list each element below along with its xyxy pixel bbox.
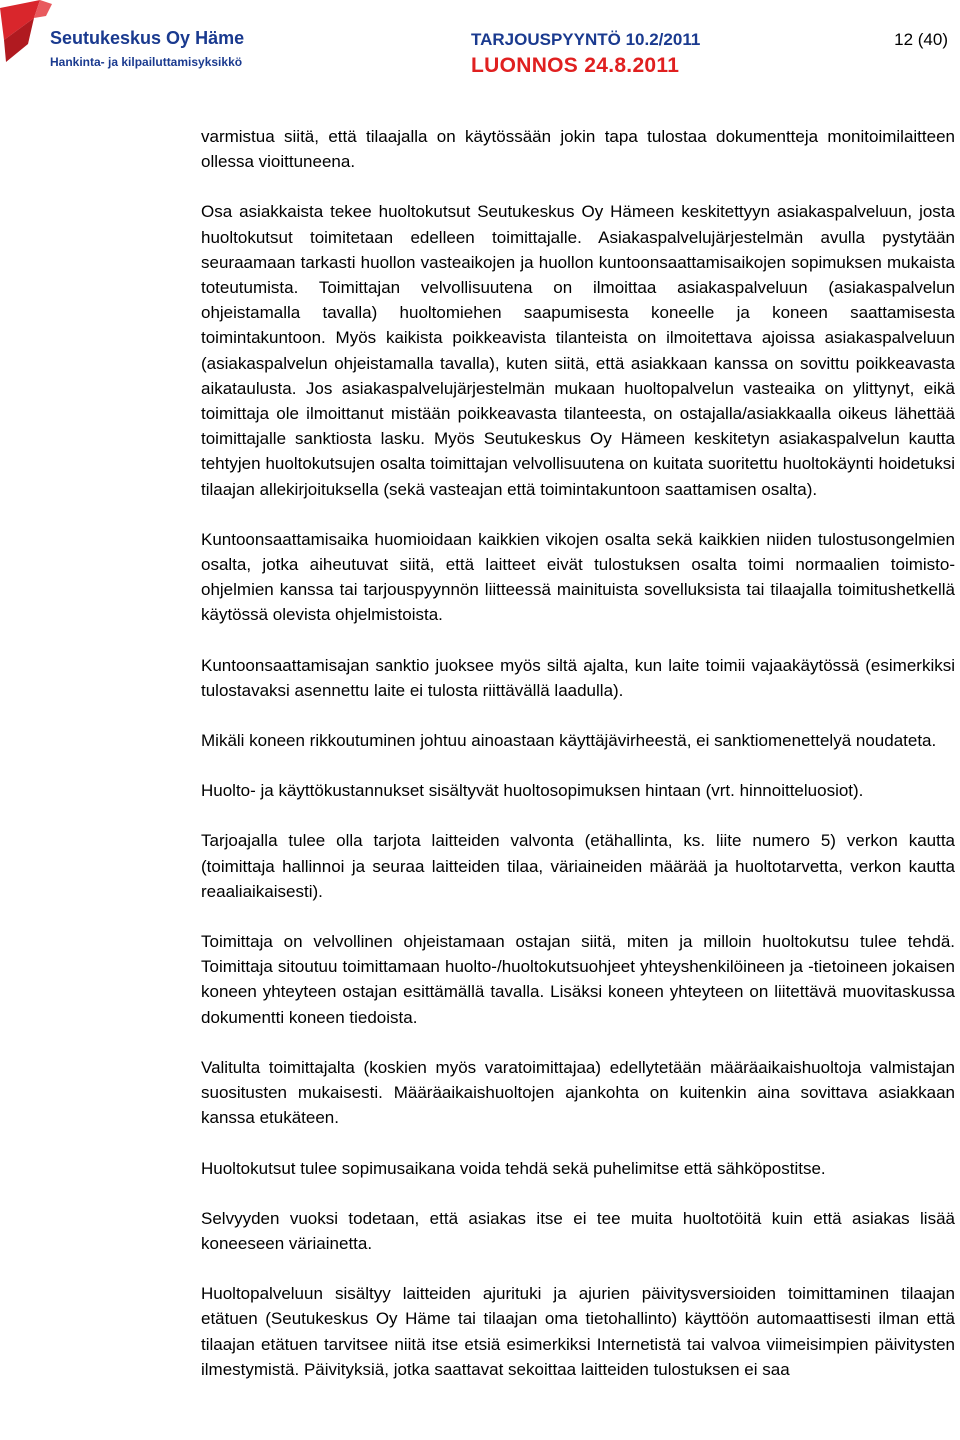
paragraph: Tarjoajalla tulee olla tarjota laitteiden valvonta (etähallinta, ks. liite numero 5) verkon kautta (toimittaja hallinnoi ja seuraa laitteiden tilaa, väriaineiden määrää ja huoltotarvetta, verkon kautta reaaliaikaisesti). [201, 831, 955, 901]
page-header [0, 0, 960, 80]
paragraph: Toimittaja on velvollinen ohjeistamaan ostajan siitä, miten ja milloin huoltokutsu tulee tehdä. Toimittaja sitoutuu toimittamaan huolto-/huoltokutsuohjeet yhteyshenkilöineen ja -tietoineen jokaisen koneen yhteyteen ostajan esittämällä tavalla. Lisäksi koneen yhteyteen on liitettävä muovitaskussa dokumentti koneen tiedoista. [201, 932, 955, 1027]
paragraph: Osa asiakkaista tekee huoltokutsut Seutukeskus Oy Hämeen keskitettyyn asiakaspalveluun, josta huoltokutsut toimitetaan edelleen toimittajalle. Asiakaspalvelujärjestelmän avulla pystytään seuraamaan tarkasti huollon vasteaikojen ja huollon kuntoonsaattamisaikojen sopimuksen mukaista toteutumista. Toimittajan velvollisuutena on ilmoittaa asiakaspalveluun (asiakaspalvelun ohjeistamalla tavalla) huoltomiehen saapumisesta koneelle ja koneen saattamisesta toimintakuntoon. Myös kaikista poikkeavista tilanteista on ilmoitettava ajoissa asiakaspalveluun (asiakaspalvelun ohjeistamalla tavalla), kuten siitä, että asiakkaan kanssa on sovittu poikkeavasta aikataulusta. Jos asiakaspalvelujärjestelmän mukaan huoltopalvelun vasteaika on ylittynyt, eikä toimittaja ole ilmoittanut mistään poikkeavasta tilanteesta, on ostajalla/asiakkaalla oikeus lähettää toimittajalle sanktiosta lasku. Myös Seutukeskus Oy Hämeen keskitetyn asiakaspalvelun kautta tehtyjen huoltokutsujen osalta toimittajan velvollisuutena on kuitata suoritettu huoltokäynti hoidetuksi tilaajan allekirjoituksella (sekä vasteajan että toimintakuntoon saattamisen osalta). [201, 202, 955, 499]
page-number: 12 (40) [894, 30, 948, 49]
organization-unit: Hankinta- ja kilpailuttamisyksikkö [50, 55, 243, 69]
paragraph: Huolto- ja käyttökustannukset sisältyvät huoltosopimuksen hintaan (vrt. hinnoitteluosiot). [201, 781, 864, 801]
document-title: TARJOUSPYYNTÖ 10.2/2011 [471, 30, 701, 49]
paragraph: Selvyyden vuoksi todetaan, että asiakas itse ei tee muita huoltotöitä kuin että asiakas lisää koneeseen väriainetta. [201, 1208, 955, 1253]
paragraph: varmistua siitä, että tilaajalla on käytössään jokin tapa tulostaa dokumentteja monitoimilaitteen ollessa vioittuneena. [201, 127, 955, 172]
paragraph: Mikäli koneen rikkoutuminen johtuu ainoastaan käyttäjävirheestä, ei sanktiomenettelyä noudateta. [201, 731, 937, 751]
organization-name: Seutukeskus Oy Häme [50, 28, 245, 48]
paragraph: Huoltopalveluun sisältyy laitteiden ajurituki ja ajurien päivitysversioiden toimittaminen tilaajan etätuen (Seutukeskus Oy Häme tai tilaajan oma tietohallinto) käyttöön automaattisesti ilman että tilaajan etätuen tarvitsee niitä itse etsiä esimerkiksi Internetistä tai valvoa viimeisimpien päivitysten ilmestymistä. Päivityksiä, jotka saattavat sekoittaa laitteiden tulostuksen ei saa [201, 1284, 955, 1379]
logo-mark-icon [0, 0, 52, 66]
document-body [201, 124, 955, 1382]
draft-label: LUONNOS 24.8.2011 [471, 54, 680, 77]
paragraph: Kuntoonsaattamisajan sanktio juoksee myös siltä ajalta, kun laite toimii vajaakäytössä (esimerkiksi tulostavaksi asennettu laite ei tulosta riittävällä laadulla). [201, 655, 955, 700]
paragraph: Valitulta toimittajalta (koskien myös varatoimittajaa) edellytetään määräaikaishuoltoja valmistajan suositusten mukaisesti. Määräaikaishuoltojen ajankohta on kuitenkin aina sovittava asiakkaan kanssa etukäteen. [201, 1057, 955, 1128]
paragraph: Kuntoonsaattamisaika huomioidaan kaikkien vikojen osalta sekä kaikkien niiden tulostusongelmien osalta, jotka aiheutuvat siitä, että laitteet eivät tulostuksen osalta toimi normaalien toimisto-ohjelmien kanssa tai tarjouspyynnön liitteessä mainituista sovelluksista tai tilaajalla toimitushetkellä käytössä olevista ohjelmistoista. [201, 529, 955, 625]
paragraph: Huoltokutsut tulee sopimusaikana voida tehdä sekä puhelimitse että sähköpostitse. [201, 1158, 826, 1178]
